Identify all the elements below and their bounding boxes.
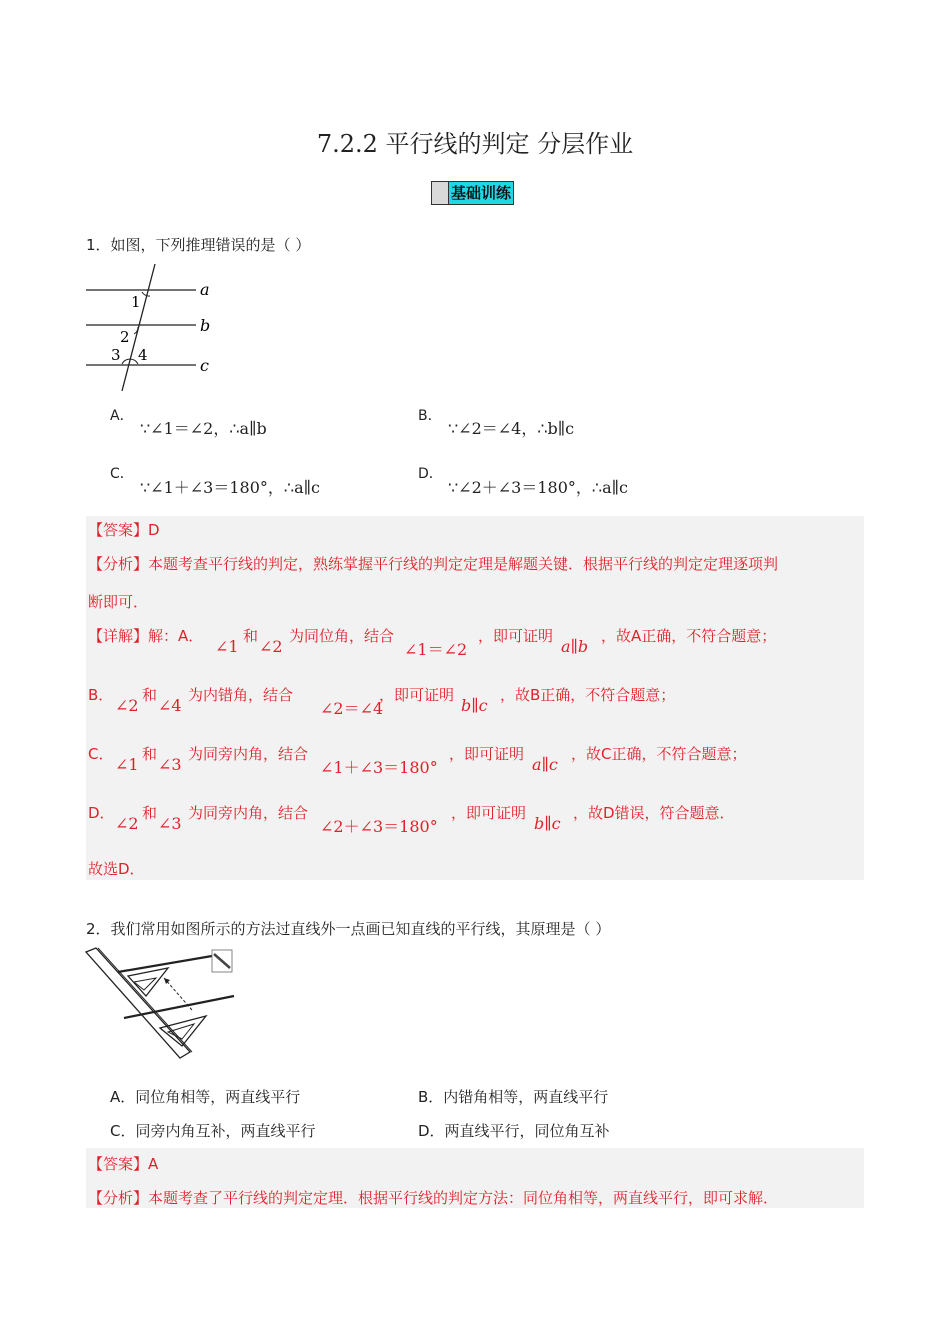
detail-a-type: 为同位角，结合 [289, 627, 395, 645]
parallel-line-top [118, 956, 212, 972]
detail-c-angle1: ∠1 [115, 755, 139, 774]
section-marker [432, 182, 449, 204]
detail-b-prove: ，即可证明 [379, 686, 455, 704]
detail-d-lead: D． [88, 804, 115, 822]
detail-c-angle2: ∠3 [158, 755, 182, 774]
detail-d-verdict: ，故D错误，符合题意． [573, 804, 735, 822]
detail-c-and: 和 [142, 745, 158, 763]
q2-answer: 【答案】A [88, 1155, 159, 1173]
label-2: 2 [120, 328, 130, 346]
detail-d-angle2: ∠3 [158, 814, 182, 833]
q2-figure [84, 946, 240, 1066]
slide-arrow [164, 978, 192, 1010]
q1-option-a[interactable]: ∵∠1＝∠2，∴a∥b [140, 419, 267, 438]
detail-a-angle2: ∠2 [259, 637, 283, 656]
ruler-shape [86, 948, 190, 1058]
q2-option-c[interactable]: C．同旁内角互补，两直线平行 [110, 1122, 316, 1140]
detail-c-type: 为同旁内角，结合 [188, 745, 309, 763]
q1-conclusion: 故选D． [88, 860, 145, 878]
detail-b-angle1: ∠2 [115, 696, 139, 715]
q1-answer: 【答案】D [88, 521, 160, 539]
label-c: c [200, 356, 209, 375]
q1-option-c-letter: C． [110, 466, 134, 482]
detail-c-lead: C． [88, 745, 114, 763]
detail-b-type: 为内错角，结合 [188, 686, 294, 704]
detail-d-angle1: ∠2 [115, 814, 139, 833]
q1-option-a-letter: A． [110, 408, 134, 424]
detail-a-angle1: ∠1 [215, 637, 239, 656]
q1-option-d[interactable]: ∵∠2＋∠3＝180°，∴a∥c [448, 478, 628, 497]
label-b: b [200, 316, 211, 335]
detail-b-and: 和 [142, 686, 158, 704]
detail-a-and: 和 [243, 627, 259, 645]
detail-b-equation: ∠2＝∠4 [320, 699, 384, 718]
detail-b-result: b∥c [461, 696, 488, 715]
detail-c-equation: ∠1＋∠3＝180° [320, 758, 438, 777]
q1-figure [84, 262, 224, 394]
detail-c-verdict: ，故C正确，不符合题意； [571, 745, 747, 763]
detail-a-lead: 【详解】解：A． [88, 627, 204, 645]
q2-option-a[interactable]: A．同位角相等，两直线平行 [110, 1088, 301, 1106]
detail-a-result: a∥b [561, 637, 589, 656]
label-1: 1 [131, 293, 141, 311]
detail-b-verdict: ，故B正确，不符合题意； [500, 686, 676, 704]
detail-c-result: a∥c [532, 755, 558, 774]
detail-d-and: 和 [142, 804, 158, 822]
detail-d-type: 为同旁内角，结合 [188, 804, 309, 822]
detail-a-prove: ，即可证明 [478, 627, 554, 645]
detail-a-verdict: ，故A正确，不符合题意； [601, 627, 777, 645]
q1-option-c[interactable]: ∵∠1＋∠3＝180°，∴a∥c [140, 478, 320, 497]
q2-option-b[interactable]: B．内错角相等，两直线平行 [418, 1088, 609, 1106]
q2-stem: 2．我们常用如图所示的方法过直线外一点画已知直线的平行线，其原理是（ ） [86, 920, 611, 938]
q2-option-d[interactable]: D．两直线平行，同位角互补 [418, 1122, 610, 1140]
q1-stem: 1．如图，下列推理错误的是（ ） [86, 236, 311, 254]
section-badge [431, 181, 514, 205]
q1-analysis-line1: 【分析】本题考查平行线的判定，熟练掌握平行线的判定定理是解题关键．根据平行线的判定定理逐项判 [88, 555, 779, 573]
section-label: 基础训练 [451, 184, 512, 202]
detail-d-result: b∥c [534, 814, 561, 833]
q1-analysis-line2: 断即可． [88, 593, 149, 611]
q2-analysis: 【分析】本题考查了平行线的判定定理．根据平行线的判定方法：同位角相等，两直线平行，即可求解． [88, 1189, 779, 1207]
q1-option-b-letter: B． [418, 408, 442, 424]
detail-b-angle2: ∠4 [158, 696, 182, 715]
q1-option-d-letter: D． [418, 466, 443, 482]
q1-option-b[interactable]: ∵∠2＝∠4，∴b∥c [448, 419, 575, 438]
angle1-arc [142, 292, 150, 296]
detail-d-equation: ∠2＋∠3＝180° [320, 817, 438, 836]
detail-d-prove: ，即可证明 [451, 804, 527, 822]
label-a: a [200, 280, 210, 299]
label-3: 3 [111, 346, 121, 364]
detail-c-prove: ，即可证明 [449, 745, 525, 763]
detail-b-lead: B． [88, 686, 114, 704]
page-title: 7.2.2 平行线的判定 分层作业 [316, 130, 634, 158]
detail-a-equation: ∠1＝∠2 [404, 640, 468, 659]
label-4: 4 [138, 346, 148, 364]
